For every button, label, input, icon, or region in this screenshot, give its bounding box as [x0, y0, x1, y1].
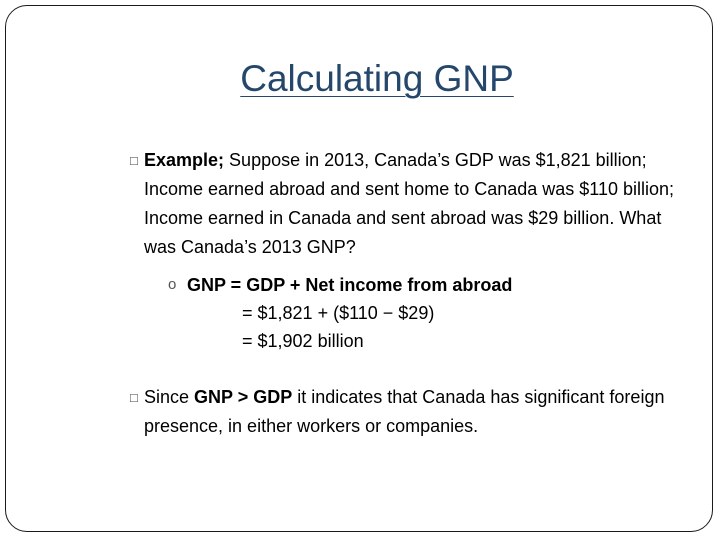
conclusion-emphasis: GNP > GDP [194, 387, 293, 407]
bullet-square-icon: □ [130, 390, 138, 405]
conclusion-text: it indicates that Canada has significant foreign presence, in either workers or companies. [144, 387, 665, 436]
example-bullet [130, 146, 689, 262]
bullet-square-icon: □ [130, 153, 138, 168]
example-label: Example; [144, 150, 225, 170]
bullet-circle-icon: o [168, 276, 177, 293]
formula-line-3: = $1,902 billion [242, 331, 364, 351]
example-text: Suppose in 2013, Canada’s GDP was $1,821 billion; Income earned abroad and sent home to Canada was $110 billion; Income earned in Canada and sent abroad was $29 billion. What was Canada’s 2013 GNP? [144, 150, 675, 257]
conclusion-prefix: Since [144, 387, 195, 407]
formula-line-2: = $1,821 + ($110 − $29) [242, 303, 435, 323]
formula-line-1 [168, 271, 513, 299]
conclusion-bullet [130, 383, 689, 441]
formula-gnp-definition: GNP = GDP + Net income from abroad [187, 275, 513, 295]
slide-title: Calculating GNP [240, 58, 514, 99]
